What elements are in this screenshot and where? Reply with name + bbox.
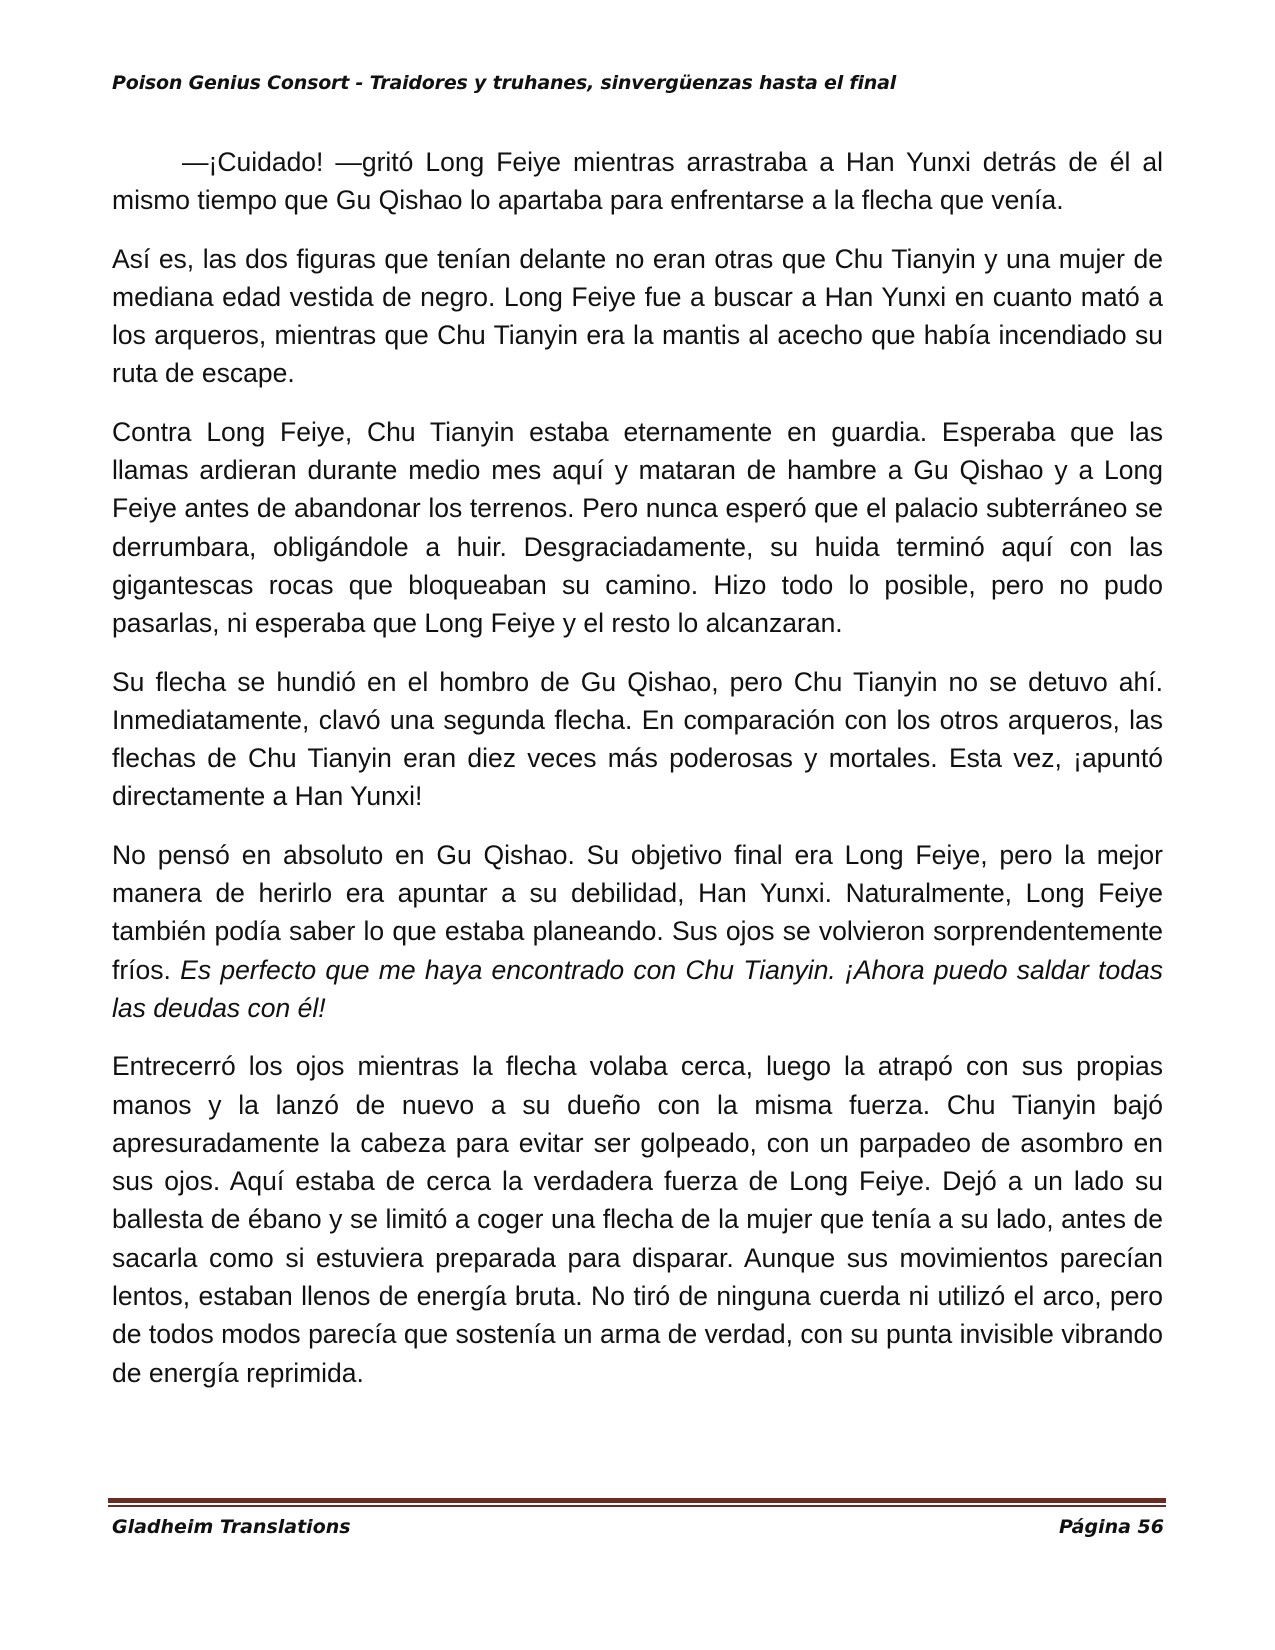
footer-rule-thin	[108, 1505, 1166, 1507]
paragraph-5-italic-thought: Es perfecto que me haya encontrado con Chu Tianyin. ¡Ahora puedo saldar todas las deudas con él!	[112, 954, 1164, 1023]
paragraph-2: Así es, las dos figuras que tenían delante no eran otras que Chu Tianyin y una mujer de mediana edad vestida de negro. Long Feiye fue a buscar a Han Yunxi en cuanto mató a los arqueros, mientras que Chu Tianyin era la mantis al acecho que había incendiado su ruta de escape.	[112, 243, 1163, 389]
footer-page-number: Página 56	[1058, 1516, 1164, 1538]
footer-translator-credit: Gladheim Translations	[112, 1516, 351, 1538]
paragraph-5	[112, 836, 1163, 1027]
page-header-title: Poison Genius Consort - Traidores y truhanes, sinvergüenzas hasta el final	[112, 72, 897, 94]
paragraph-4: Su flecha se hundió en el hombro de Gu Qishao, pero Chu Tianyin no se detuvo ahí. Inmediatamente, clavó una segunda flecha. En comparación con los otros arqueros, las flechas de Chu Tianyin eran diez veces más poderosas y mortales. Esta vez, ¡apuntó directamente a Han Yunxi!	[112, 666, 1163, 812]
footer-rule-thick	[108, 1498, 1166, 1503]
paragraph-6: Entrecerró los ojos mientras la flecha volaba cerca, luego la atrapó con sus propias manos y la lanzó de nuevo a su dueño con la misma fuerza. Chu Tianyin bajó apresuradamente la cabeza para evitar ser golpeado, con un parpadeo de asombro en sus ojos. Aquí estaba de cerca la verdadera fuerza de Long Feiye. Dejó a un lado su ballesta de ébano y se limitó a coger una flecha de la mujer que tenía a su lado, antes de sacarla como si estuviera preparada para disparar. Aunque sus movimientos parecían lentos, estaban llenos de energía bruta. No tiró de ninguna cuerda ni utilizó el arco, pero de todos modos parecía que sostenía un arma de verdad, con su punta invisible vibrando de energía reprimida.	[112, 1051, 1163, 1388]
paragraph-3: Contra Long Feiye, Chu Tianyin estaba eternamente en guardia. Esperaba que las llamas ardieran durante medio mes aquí y mataran de hambre a Gu Qishao y a Long Feiye antes de abandonar los terrenos. Pero nunca esperó que el palacio subterráneo se derrumbara, obligándole a huir. Desgraciadamente, su huida terminó aquí con las gigantescas rocas que bloqueaban su camino. Hizo todo lo posible, pero no pudo pasarlas, ni esperaba que Long Feiye y el resto lo alcanzaran.	[112, 416, 1163, 639]
paragraph-1: —¡Cuidado! —gritó Long Feiye mientras arrastraba a Han Yunxi detrás de él al mismo tiempo que Gu Qishao lo apartaba para enfrentarse a la flecha que venía.	[112, 147, 1163, 216]
paragraph-5-plain: No pensó en absoluto en Gu Qishao. Su objetivo final era Long Feiye, pero la mejor manera de herirlo era apuntar a su debilidad, Han Yunxi. Naturalmente, Long Feiye también podía saber lo que estaba planeando. Sus ojos se volvieron sorprendentemente fríos.	[112, 839, 1163, 985]
page-body	[112, 143, 1163, 1412]
